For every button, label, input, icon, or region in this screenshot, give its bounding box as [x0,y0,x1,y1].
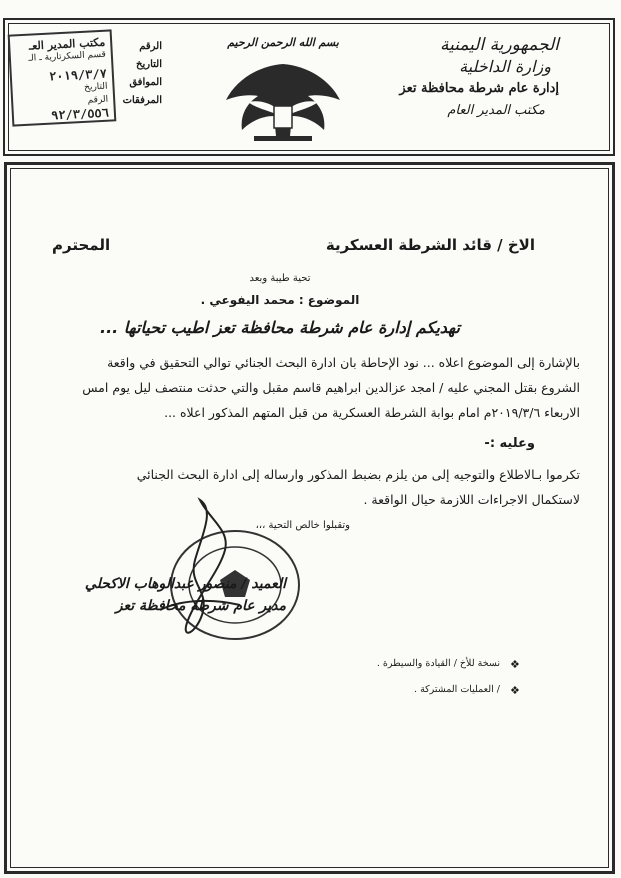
copy-bullet-icon: ❖ [510,658,520,671]
letterhead-ministry: وزارة الداخلية [459,57,551,76]
stamp-line2: قسم السكرتارية ـ الـ [28,49,107,64]
copy-line: نسخة للأخ / القيادة والسيطرة . [376,658,500,669]
field-corresponding-label: الموافق [129,77,162,88]
stamp-line1: مكتب المدير العـ [28,35,106,53]
stamp-hand-number: ٩٢/٣/٥٥٦ [50,105,110,123]
addressee: الاخ / قائد الشرطة العسكرية [325,236,535,254]
body-line: بالإشارة إلى الموضوع اعلاه ... نود الإحاطة بان ادارة البحث الجنائي توالي التحقيق في واقعة [107,355,580,370]
field-attachments-label: المرفقات [122,95,162,106]
letterhead-right [359,34,559,122]
closing: وتقبلوا خالص التحية ،،، [255,520,350,531]
greeting: تحية طيبة وبعد [249,273,311,284]
signatory-title: مدير عام شرطة محافظة تعز [115,598,286,614]
field-number-label: الرقم [139,41,162,52]
honorific: المحترم [52,236,111,254]
stamp-hand-date: ٢٠١٩/٣/٧ [48,66,108,84]
therefore-heading: وعليه :- [484,436,535,451]
letterhead-country: الجمهورية اليمنية [439,35,559,55]
signature-scribble-icon [140,490,260,650]
body-line: الاربعاء ٢٠١٩/٣/٦م امام بوابة الشرطة العسكرية من قبل المتهم المذكور اعلاه ... [164,405,580,420]
eagle-emblem-icon [218,56,348,144]
letterhead-administration: إدارة عام شرطة محافظة تعز [399,81,559,96]
body-paragraph [40,350,580,425]
body-line: الشروع بقتل المجني عليه / امجد عزالدين ابراهيم قاسم مقبل والتي حدثت منتصف ليل يوم امس [82,380,580,395]
field-date-label: التاريخ [136,59,162,70]
basmala: بسم الله الرحمن الرحيم [227,36,339,49]
stamp-date-label: التاريخ [83,81,108,93]
letterhead-fields [118,38,162,110]
request-line: تكرموا بـالاطلاع والتوجيه إلى من يلزم بضبط المذكور وارساله إلى ادارة البحث الجنائي [136,467,580,482]
request-line: لاستكمال الاجراءات اللازمة حيال الواقعة . [363,492,580,507]
registry-stamp [8,29,117,126]
signatory-name: العميد / منصور عبدالوهاب الاكحلي [84,576,286,592]
request-paragraph [40,462,580,512]
stamp-number-label: الرقم [87,94,109,106]
copy-line: / العمليات المشتركة . [414,684,500,695]
signature-block [56,576,286,614]
subject: الموضوع : محمد اليفوعي . [200,293,360,307]
copy-bullet-icon: ❖ [510,684,520,697]
opening-line: تهديكم إدارة عام شرطة محافظة تعز اطيب تحياتها ... [100,318,460,337]
letterhead-office: مكتب المدير العام [447,103,545,118]
